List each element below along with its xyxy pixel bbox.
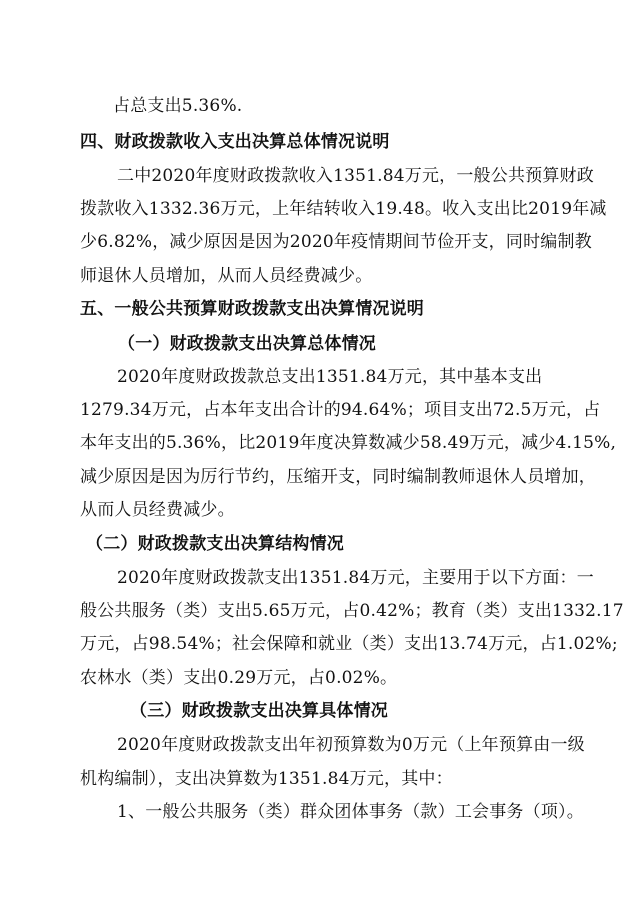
paragraph-line: 减少原因是因为厉行节约，压缩开支，同时编制教师退休人员增加， [80, 467, 596, 487]
paragraph-line: 本年支出的5.36%，比2019年度决算数减少58.49万元，减少4.15%, [80, 433, 617, 453]
section-heading-5: 五、一般公共预算财政拨款支出决算情况说明 [80, 299, 424, 319]
section-heading-4: 四、财政拨款收入支出决算总体情况说明 [80, 132, 390, 152]
paragraph-line: 师退休人员增加，从而人员经费减少。 [80, 266, 373, 286]
paragraph-line: 农林水（类）支出0.29万元，占0.02%。 [80, 668, 398, 688]
paragraph-line: 1279.34万元，占本年支出合计的94.64%；项目支出72.5万元，占 [80, 400, 601, 420]
subsection-heading-3: （三）财政拨款支出决算具体情况 [130, 701, 388, 721]
paragraph-line: 万元，占98.54%；社会保障和就业（类）支出13.74万元，占1.02%; [80, 634, 618, 654]
paragraph-line: 2020年度财政拨款支出1351.84万元，主要用于以下方面：一 [117, 568, 594, 588]
subsection-heading-1: （一）财政拨款支出决算总体情况 [118, 334, 376, 354]
paragraph-line: 占总支出5.36%. [113, 96, 243, 116]
paragraph-line: 机构编制），支出决算数为1351.84万元，其中： [80, 769, 453, 789]
paragraph-line: 二中2020年度财政拨款收入1351.84万元，一般公共预算财政 [117, 166, 594, 186]
paragraph-line: 从而人员经费减少。 [80, 500, 235, 520]
paragraph-line: 拨款收入1332.36万元，上年结转收入19.48。收入支出比2019年减 [80, 199, 607, 219]
paragraph-line: 2020年度财政拨款支出年初预算数为0万元（上年预算由一级 [117, 735, 585, 755]
paragraph-line: 般公共服务（类）支出5.65万元，占0.42%；教育（类）支出1332.17 [80, 601, 624, 621]
paragraph-line: 1、一般公共服务（类）群众团体事务（款）工会事务（项）。 [117, 802, 584, 822]
subsection-heading-2: （二）财政拨款支出决算结构情况 [86, 534, 344, 554]
paragraph-line: 少6.82%，减少原因是因为2020年疫情期间节俭开支，同时编制教 [80, 232, 592, 252]
paragraph-line: 2020年度财政拨款总支出1351.84万元，其中基本支出 [117, 367, 543, 387]
